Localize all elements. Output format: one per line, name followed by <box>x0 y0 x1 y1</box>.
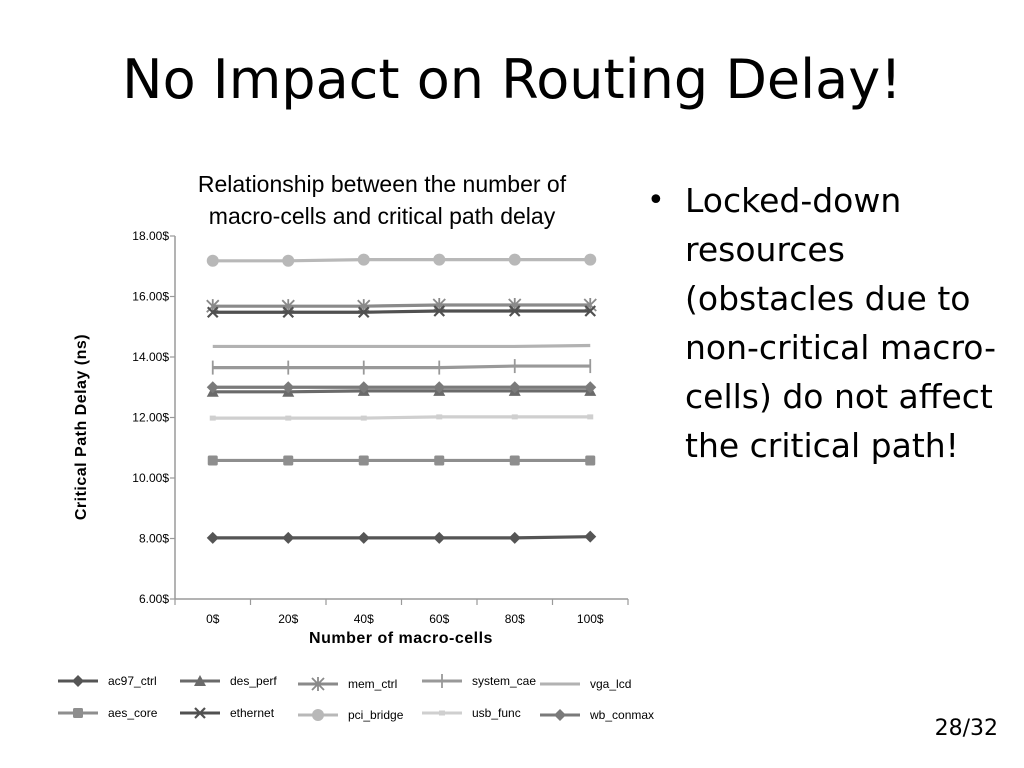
legend-swatch-marker <box>73 708 83 718</box>
legend-label: wb_conmax <box>590 708 655 722</box>
series-ac97_ctrl <box>207 531 597 544</box>
legend-swatch-marker <box>72 675 84 687</box>
legend-swatch-marker <box>439 711 445 716</box>
x-tick-label: 60$ <box>429 612 450 626</box>
data-point <box>584 254 596 266</box>
legend-label: vga_lcd <box>590 677 632 691</box>
data-point <box>436 414 442 419</box>
x-tick-label: 100$ <box>576 612 604 626</box>
data-point <box>358 532 370 544</box>
legend-swatch-marker <box>554 709 566 721</box>
data-point <box>509 532 521 544</box>
series-line <box>213 366 591 368</box>
series-line <box>213 260 591 261</box>
data-point <box>207 255 219 267</box>
data-point <box>512 414 518 419</box>
series-pci_bridge <box>207 254 597 267</box>
legend-swatch-marker <box>312 709 324 721</box>
data-point <box>434 455 444 465</box>
legend-item <box>540 708 654 722</box>
y-tick-label: 10.00$ <box>132 471 169 485</box>
bullet-list <box>645 176 1005 470</box>
series-line <box>213 391 591 392</box>
legend-label: usb_func <box>472 706 521 720</box>
legend <box>58 674 654 722</box>
legend-item <box>422 706 521 720</box>
data-point <box>282 532 294 544</box>
data-point <box>361 416 367 421</box>
data-point <box>584 531 596 543</box>
x-tick-label: 20$ <box>278 612 299 626</box>
series-vga_lcd <box>213 346 591 347</box>
legend-item <box>540 677 631 691</box>
bullet-dot-icon: • <box>647 183 665 218</box>
legend-item <box>298 677 397 691</box>
legend-label: pci_bridge <box>348 708 404 722</box>
legend-item <box>422 674 536 688</box>
bullet-text: Locked-down resources (obstacles due to non-critical macro-cells) do not affect the critical path! <box>685 181 997 465</box>
legend-item <box>58 706 158 720</box>
data-point <box>509 254 521 266</box>
y-axis-label: Critical Path Delay (ns) <box>73 333 90 521</box>
x-tick-label: 80$ <box>504 612 525 626</box>
series-line <box>213 311 591 312</box>
data-point <box>208 455 218 465</box>
legend-item <box>180 674 277 688</box>
y-tick-label: 12.00$ <box>132 410 169 425</box>
x-axis-label: Number of macro-cells <box>309 630 493 647</box>
x-tick-label: 40$ <box>353 612 374 626</box>
data-point <box>285 416 291 421</box>
y-tick-label: 16.00$ <box>132 289 169 304</box>
legend-item <box>298 708 404 722</box>
data-point <box>587 414 593 419</box>
legend-label: ethernet <box>230 706 275 720</box>
chart-title-line: Relationship between the number of <box>197 171 567 197</box>
x-tick-label: 0$ <box>206 612 220 626</box>
series-line <box>213 537 591 538</box>
data-point <box>433 532 445 544</box>
legend-label: ac97_ctrl <box>108 674 157 688</box>
y-tick-label: 8.00$ <box>138 531 169 546</box>
legend-label: system_cae <box>472 674 537 688</box>
data-point <box>510 455 520 465</box>
legend-item <box>180 706 275 720</box>
bullet-item <box>645 176 1005 470</box>
series-usb_func <box>210 414 594 420</box>
page-number: 28/32 <box>934 716 998 741</box>
legend-label: des_perf <box>230 674 277 688</box>
chart-title-line: macro-cells and critical path delay <box>208 203 556 229</box>
y-tick-label: 6.00$ <box>138 592 169 606</box>
legend-item <box>58 674 157 688</box>
slide-title: No Impact on Routing Delay! <box>122 48 902 111</box>
data-point <box>282 255 294 267</box>
data-point <box>359 455 369 465</box>
series-line <box>213 346 591 347</box>
y-tick-label: 18.00$ <box>132 229 169 243</box>
series-line <box>213 305 591 306</box>
data-point <box>210 416 216 421</box>
legend-label: mem_ctrl <box>348 677 398 691</box>
data-point <box>358 254 370 266</box>
y-tick-label: 14.00$ <box>132 350 169 364</box>
series-line <box>213 417 591 418</box>
data-point <box>207 532 219 544</box>
data-point <box>433 254 445 266</box>
series-system_cae <box>213 359 591 375</box>
data-point <box>585 455 595 465</box>
series-aes_core <box>208 455 596 465</box>
data-point <box>283 455 293 465</box>
legend-label: aes_core <box>108 706 158 720</box>
